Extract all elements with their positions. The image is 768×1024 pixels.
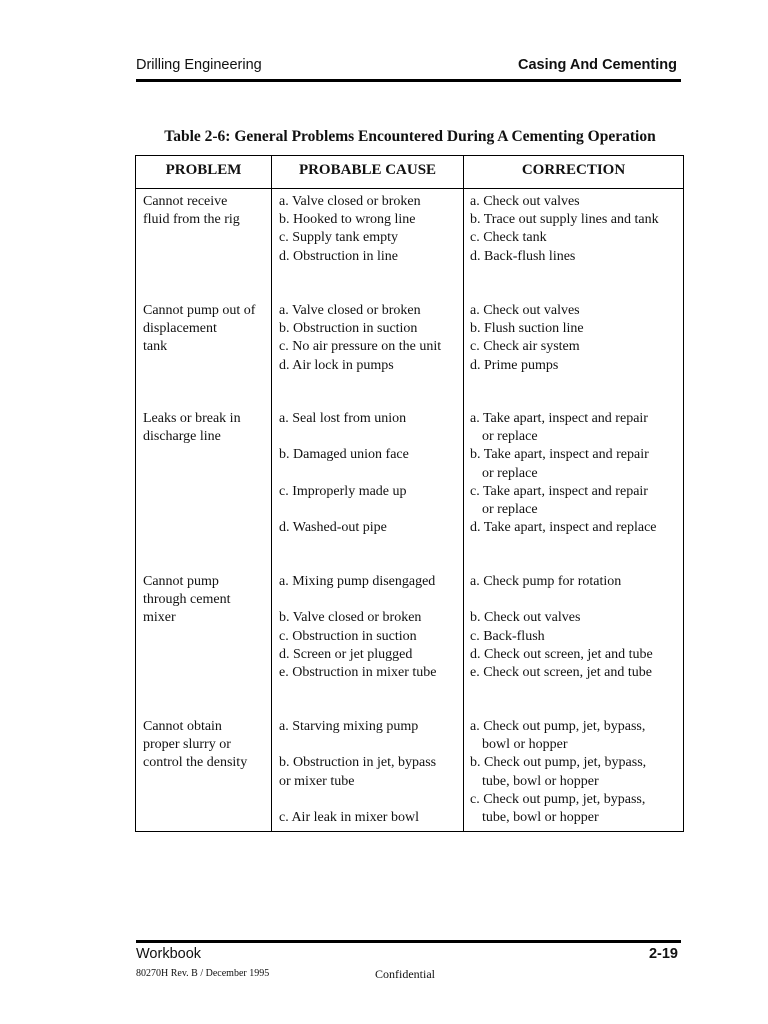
header-rule — [136, 79, 681, 82]
footer-title: Workbook — [136, 946, 202, 962]
table-row-cause: a. Mixing pump disengaged b. Valve closed or broken c. Obstruction in suction d. Screen or jet plugged e. Obstruction in mixer tube — [279, 574, 437, 681]
table-row-problem: Cannot pump through cement mixer — [143, 574, 231, 626]
footer-rule — [136, 940, 681, 943]
confidential-label: Confidential — [375, 967, 435, 981]
table-row-correction: a. Check out valves b. Flush suction line c. Check air system d. Prime pumps — [470, 303, 584, 373]
header-divider — [136, 188, 683, 189]
table-row-cause: a. Valve closed or broken b. Obstruction in suction c. No air pressure on the unit d. Air lock in pumps — [279, 303, 442, 373]
column-header-cause: PROBABLE CAUSE — [298, 162, 437, 178]
table-row-problem: Leaks or break in discharge line — [143, 411, 241, 445]
table-row-cause: a. Starving mixing pump b. Obstruction in jet, bypass or mixer tube c. Air leak in mixer bowl — [279, 719, 437, 826]
column-header-problem: PROBLEM — [165, 162, 242, 178]
problems-table — [135, 155, 684, 832]
page-number: 2-19 — [648, 946, 678, 962]
table-row-problem: Cannot receive fluid from the rig — [143, 194, 240, 228]
revision-note: 80270H Rev. B / December 1995 — [136, 968, 270, 979]
table-row-cause: a. Valve closed or broken b. Hooked to wrong line c. Supply tank empty d. Obstruction in line — [279, 194, 421, 264]
header-title: Drilling Engineering — [136, 57, 262, 73]
table-row-correction: a. Check out pump, jet, bypass, bowl or hopper b. Check out pump, jet, bypass, tube, bowl or hopper c. Check out pump, jet, bypass, tube, bowl or hopper — [470, 719, 647, 826]
table-row-correction: a. Check out valves b. Trace out supply lines and tank c. Check tank d. Back-flush lines — [470, 194, 659, 264]
table-caption: Table 2-6: General Problems Encountered During A Cementing Operation — [164, 128, 656, 145]
column-header-correction: CORRECTION — [521, 162, 626, 178]
column-divider — [463, 156, 464, 831]
table-row-cause: a. Seal lost from union b. Damaged union face c. Improperly made up d. Washed-out pipe — [279, 411, 409, 536]
table-row-problem: Cannot obtain proper slurry or control the density — [143, 719, 248, 771]
column-divider — [271, 156, 272, 831]
table-row-correction: a. Take apart, inspect and repair or replace b. Take apart, inspect and repair or replace c. Take apart, inspect and repair or replace d. Take apart, inspect and replace — [470, 411, 657, 536]
table-row-problem: Cannot pump out of displacement tank — [143, 303, 256, 355]
header-section: Casing And Cementing — [518, 57, 677, 73]
table-row-correction: a. Check pump for rotation b. Check out valves c. Back-flush d. Check out screen, jet and tube e. Check out screen, jet and tube — [470, 574, 653, 681]
